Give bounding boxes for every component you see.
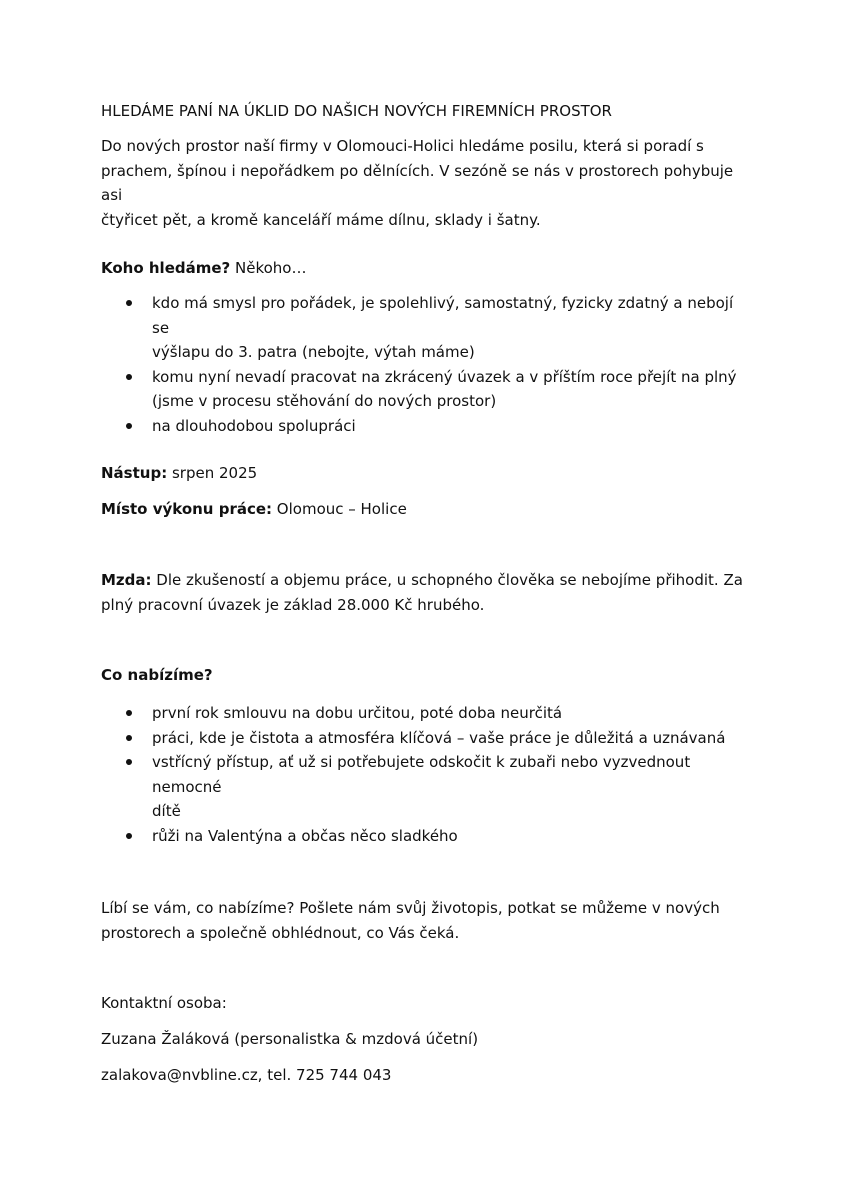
intro-line: čtyřicet pět, a kromě kanceláří máme dílnu, sklady i šatny. bbox=[101, 210, 541, 229]
list-item-line: vstřícný přístup, ať už si potřebujete odskočit k zubaři nebo vyzvednout nemocné bbox=[152, 753, 691, 796]
list-item-line: kdo má smysl pro pořádek, je spolehlivý, samostatný, fyzicky zdatný a nebojí se bbox=[152, 294, 734, 337]
intro-line: prachem, špínou i nepořádkem po dělnících. V sezóně se nás v prostorech pohybuje asi bbox=[101, 161, 734, 204]
list-item bbox=[101, 701, 751, 726]
list-item bbox=[101, 750, 751, 824]
intro-line: Do nových prostor naší firmy v Olomouci-Holici hledáme posilu, která si poradí s bbox=[101, 137, 704, 155]
nastup-line bbox=[101, 461, 751, 486]
mzda-paragraph bbox=[101, 568, 751, 617]
mzda-label: Mzda: bbox=[101, 571, 152, 589]
mzda-line bbox=[101, 568, 751, 593]
bullet-icon bbox=[126, 374, 132, 380]
closing-paragraph bbox=[101, 896, 751, 945]
list-item bbox=[101, 291, 751, 365]
list-item bbox=[101, 726, 751, 751]
misto-value: Olomouc – Holice bbox=[272, 500, 407, 518]
bullet-icon bbox=[126, 423, 132, 429]
bullet-icon bbox=[126, 710, 132, 716]
bullet-icon bbox=[126, 300, 132, 306]
bullet-icon bbox=[126, 833, 132, 839]
list-item-line: práci, kde je čistota a atmosféra klíčová – vaše práce je důležitá a uznávaná bbox=[152, 728, 726, 747]
list-item bbox=[101, 365, 751, 414]
koho-list bbox=[101, 291, 751, 438]
mzda-text: Dle zkušeností a objemu práce, u schopného člověka se nebojíme přihodit. Za bbox=[151, 571, 743, 589]
list-item-line: (jsme v procesu stěhování do nových prostor) bbox=[152, 392, 497, 410]
misto-label: Místo výkonu práce: bbox=[101, 500, 273, 518]
list-item bbox=[101, 824, 751, 849]
list-item-line: dítě bbox=[152, 802, 181, 820]
nastup-label: Nástup: bbox=[101, 464, 168, 482]
list-item-line: výšlapu do 3. patra (nebojte, výtah máme) bbox=[152, 343, 475, 361]
list-item-line: komu nyní nevadí pracovat na zkrácený úvazek a v příštím roce přejít na plný bbox=[152, 367, 737, 386]
nabizime-heading: Co nabízíme? bbox=[101, 666, 213, 684]
list-item bbox=[101, 414, 751, 439]
contact-name: Zuzana Žaláková (personalistka & mzdová účetní) bbox=[101, 1030, 479, 1048]
mzda-line: plný pracovní úvazek je základ 28.000 Kč hrubého. bbox=[101, 595, 485, 614]
koho-text: Někoho… bbox=[230, 259, 307, 277]
nastup-value: srpen 2025 bbox=[167, 464, 258, 482]
contact-heading: Kontaktní osoba: bbox=[101, 994, 227, 1012]
page-title: HLEDÁME PANÍ NA ÚKLID DO NAŠICH NOVÝCH FIREMNÍCH PROSTOR bbox=[101, 102, 612, 120]
intro-paragraph bbox=[101, 134, 751, 232]
bullet-icon bbox=[126, 735, 132, 741]
closing-line: Líbí se vám, co nabízíme? Pošlete nám svůj životopis, potkat se můžeme v nových bbox=[101, 899, 720, 917]
misto-line bbox=[101, 497, 751, 522]
list-item-line: růži na Valentýna a občas něco sladkého bbox=[152, 826, 458, 845]
list-item-line: první rok smlouvu na dobu určitou, poté doba neurčitá bbox=[152, 704, 563, 722]
koho-label: Koho hledáme? bbox=[101, 259, 231, 277]
closing-line: prostorech a společně obhlédnout, co Vás čeká. bbox=[101, 923, 460, 942]
contact-details: zalakova@nvbline.cz, tel. 725 744 043 bbox=[101, 1066, 392, 1084]
koho-heading bbox=[101, 256, 751, 281]
bullet-icon bbox=[126, 759, 132, 765]
list-item-line: na dlouhodobou spolupráci bbox=[152, 416, 356, 435]
nabizime-list bbox=[101, 701, 751, 848]
